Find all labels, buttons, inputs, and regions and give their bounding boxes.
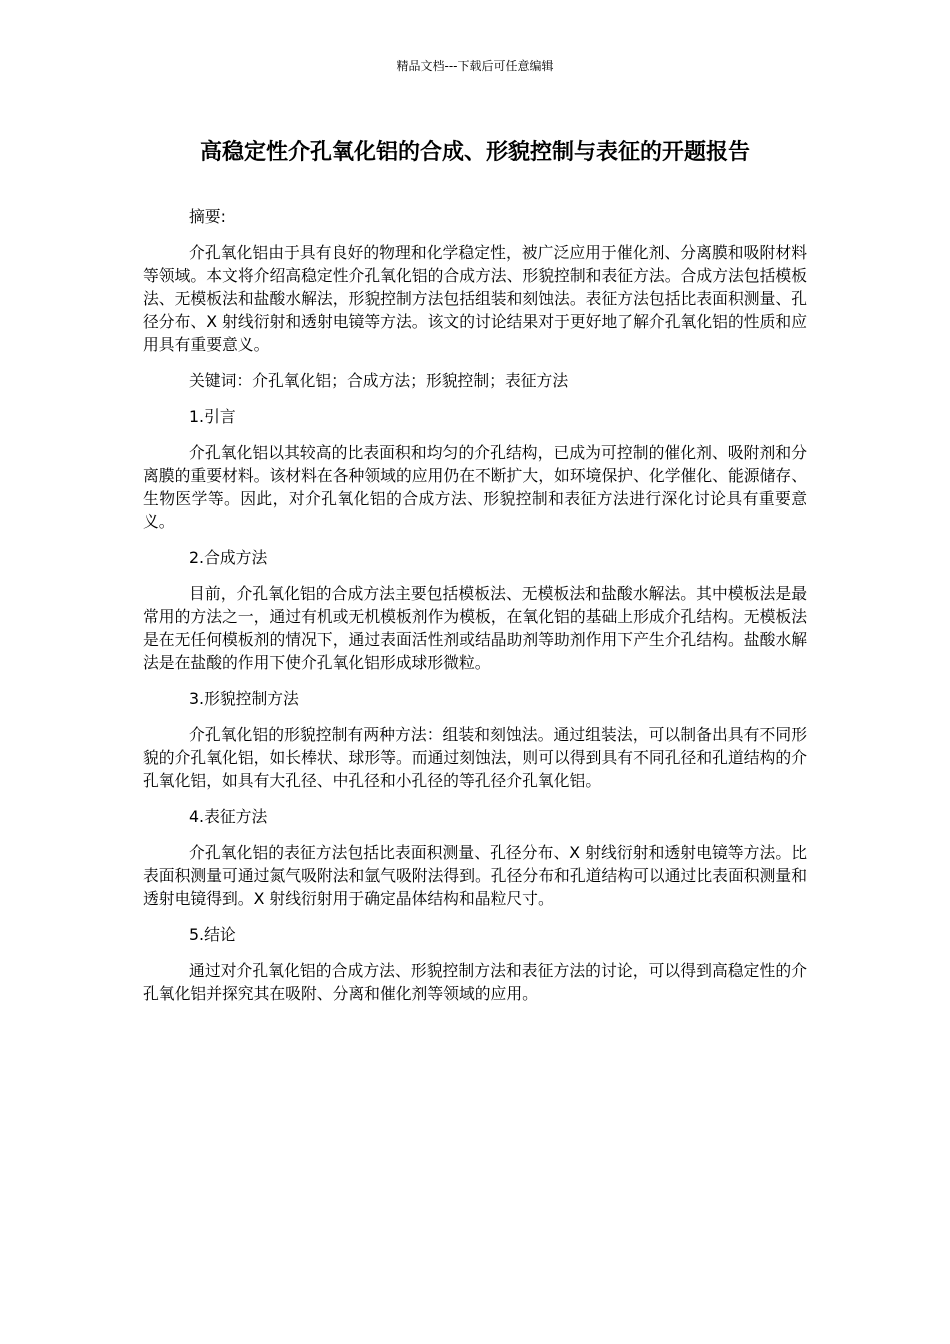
- document-body: [143, 205, 807, 1018]
- section-heading-morphology: 3.形貌控制方法: [189, 689, 299, 708]
- section-heading-conclusion: 5.结论: [189, 925, 236, 944]
- section-paragraph-characterization: 介孔氧化铝的表征方法包括比表面积测量、孔径分布、X 射线衍射和透射电镜等方法。比表面积测量可通过氮气吸附法和氩气吸附法得到。孔径分布和孔道结构可以通过比表面积测量和透射电镜得到。X 射线衍射用于确定晶体结构和晶粒尺寸。: [143, 843, 807, 908]
- section-paragraph-morphology: 介孔氧化铝的形貌控制有两种方法：组装和刻蚀法。通过组装法，可以制备出具有不同形貌的介孔氧化铝，如长棒状、球形等。而通过刻蚀法，则可以得到具有不同孔径和孔道结构的介孔氧化铝，如具有大孔径、中孔径和小孔径的等孔径介孔氧化铝。: [143, 725, 807, 790]
- header-note: 精品文档---下载后可任意编辑: [396, 59, 554, 73]
- section-paragraph-synthesis: 目前，介孔氧化铝的合成方法主要包括模板法、无模板法和盐酸水解法。其中模板法是最常用的方法之一，通过有机或无机模板剂作为模板，在氧化铝的基础上形成介孔结构。无模板法是在无任何模板剂的情况下，通过表面活性剂或结晶助剂等助剂作用下产生介孔结构。盐酸水解法是在盐酸的作用下使介孔氧化铝形成球形微粒。: [143, 584, 807, 672]
- section-paragraph-conclusion: 通过对介孔氧化铝的合成方法、形貌控制方法和表征方法的讨论，可以得到高稳定性的介孔氧化铝并探究其在吸附、分离和催化剂等领域的应用。: [143, 961, 807, 1003]
- section-heading-introduction: 1.引言: [189, 407, 236, 426]
- abstract-label: 摘要:: [189, 207, 226, 226]
- abstract-paragraph: 介孔氧化铝由于具有良好的物理和化学稳定性，被广泛应用于催化剂、分离膜和吸附材料等领域。本文将介绍高稳定性介孔氧化铝的合成方法、形貌控制和表征方法。合成方法包括模板法、无模板法和盐酸水解法，形貌控制方法包括组装和刻蚀法。表征方法包括比表面积测量、孔径分布、X 射线衍射和透射电镜等方法。该文的讨论结果对于更好地了解介孔氧化铝的性质和应用具有重要意义。: [143, 243, 807, 354]
- keywords-line: 关键词：介孔氧化铝；合成方法；形貌控制；表征方法: [189, 371, 569, 390]
- section-heading-synthesis: 2.合成方法: [189, 548, 268, 567]
- section-heading-characterization: 4.表征方法: [189, 807, 268, 826]
- section-paragraph-introduction: 介孔氧化铝以其较高的比表面积和均匀的介孔结构，已成为可控制的催化剂、吸附剂和分离膜的重要材料。该材料在各种领域的应用仍在不断扩大，如环境保护、化学催化、能源储存、生物医学等。因此，对介孔氧化铝的合成方法、形貌控制和表征方法进行深化讨论具有重要意义。: [143, 443, 807, 531]
- document-title: 高稳定性介孔氧化铝的合成、形貌控制与表征的开题报告: [199, 140, 750, 165]
